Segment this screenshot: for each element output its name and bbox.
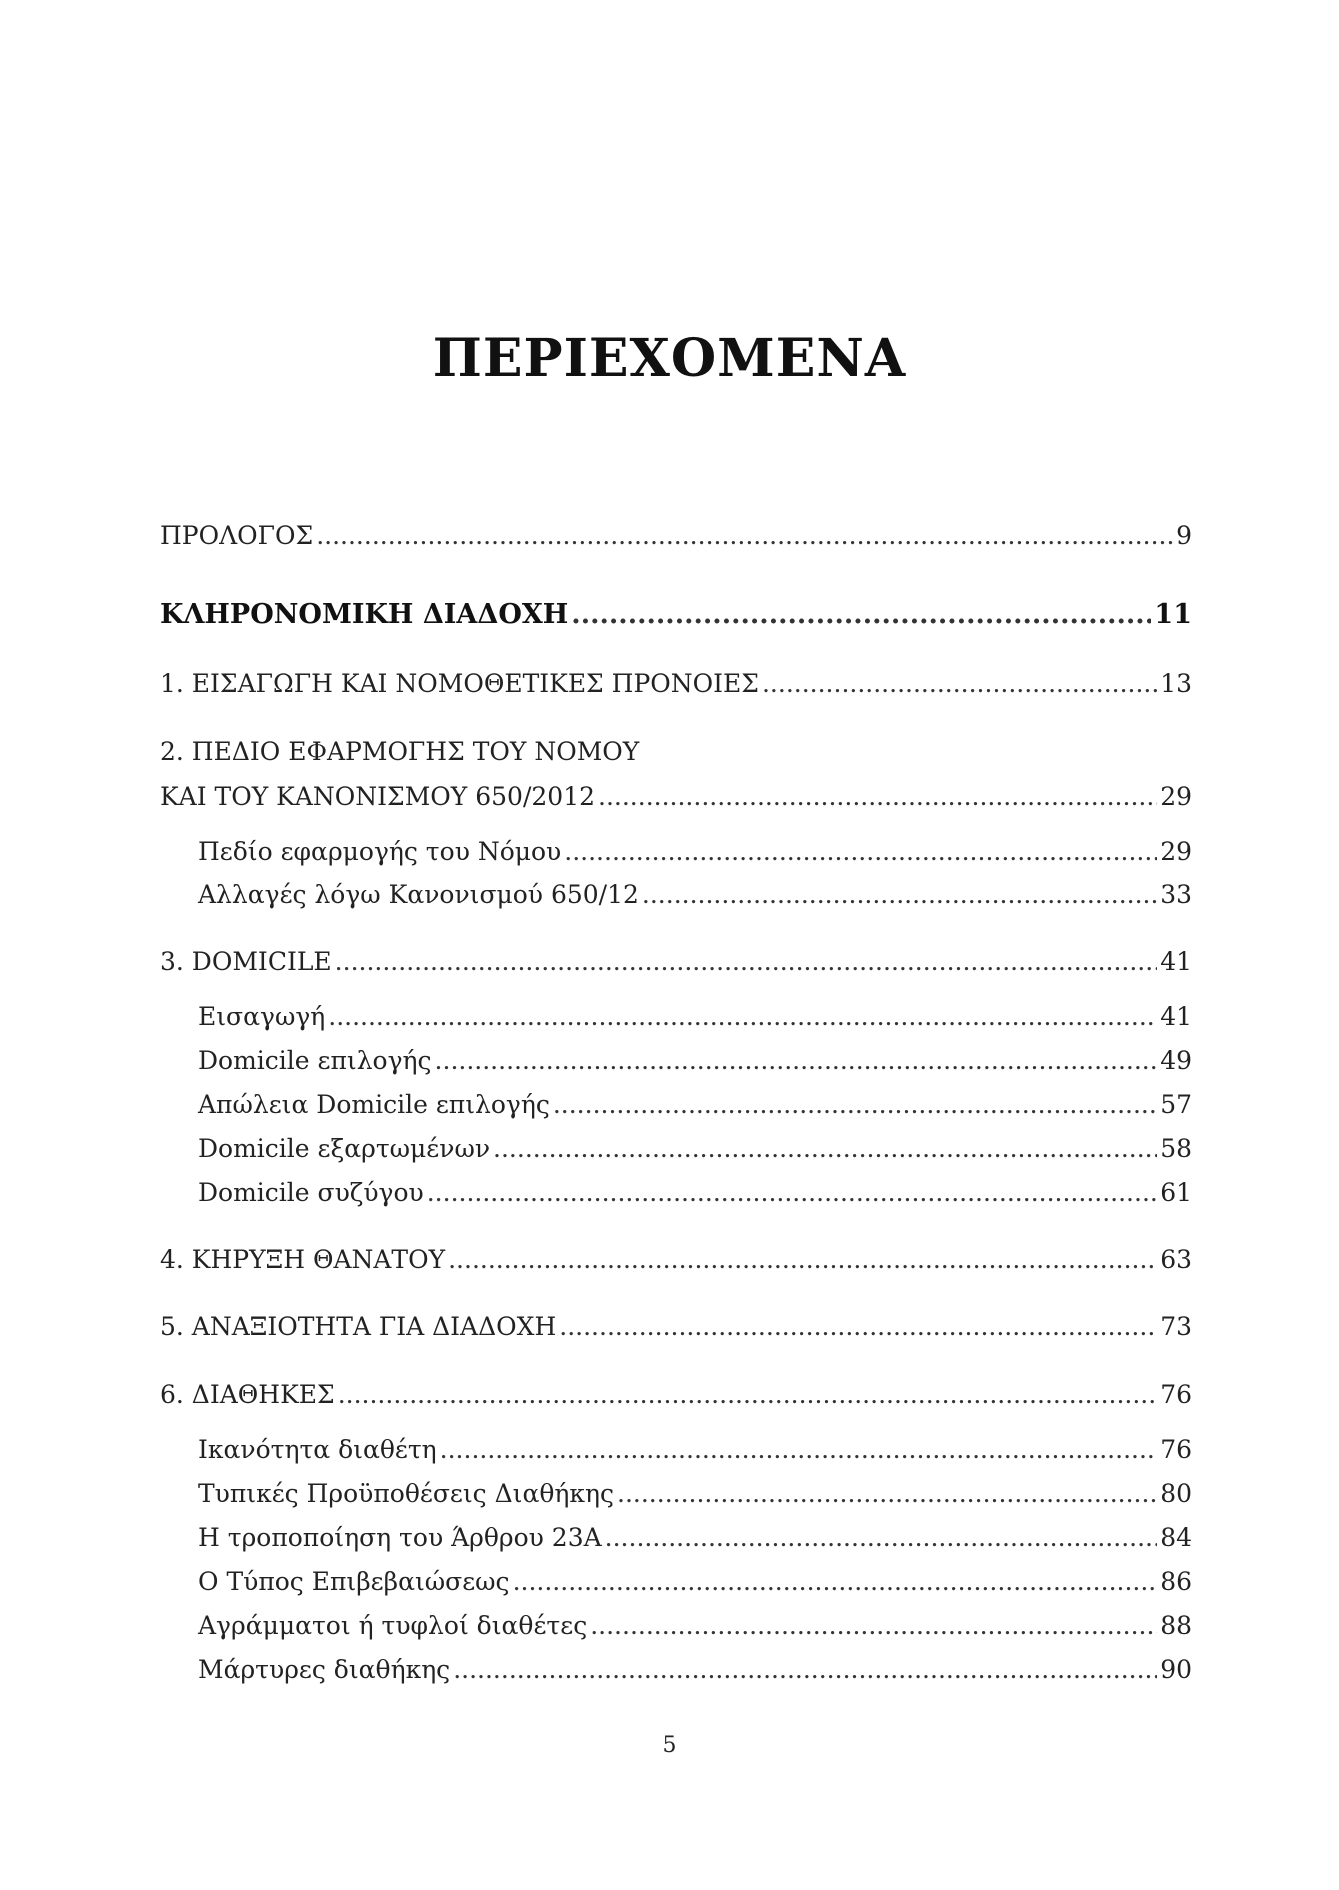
toc-entry-label: Εισαγωγή — [198, 1002, 326, 1031]
toc-entry-page: 57 — [1160, 1090, 1192, 1119]
toc-entry-chapter-2[interactable] — [160, 782, 1192, 812]
toc-entry-label: Αλλαγές λόγω Κανονισμού 650/12 — [198, 880, 639, 909]
toc-entry-label: Domicile εξαρτωμένων — [198, 1134, 491, 1163]
toc-entry-label: 1. ΕΙΣΑΓΩΓΗ ΚΑΙ ΝΟΜΟΘΕΤΙΚΕΣ ΠΡΟΝΟΙΕΣ — [160, 669, 759, 698]
toc-entry-label: Απώλεια Domicile επιλογής — [198, 1090, 550, 1119]
toc-entry-page: 29 — [1160, 782, 1192, 811]
toc-entry-label: ΚΛΗΡΟΝΟΜΙΚΗ ΔΙΑΔΟΧΗ — [160, 599, 569, 630]
toc-entry-page: 33 — [1160, 880, 1192, 909]
dot-leader — [328, 1002, 1157, 1032]
toc-entry-chapter-2-line-1[interactable]: 2. ΠΕΔΙΟ ΕΦΑΡΜΟΓΗΣ ΤΟΥ ΝΟΜΟΥ — [160, 737, 640, 766]
dot-leader — [642, 880, 1157, 910]
toc-entry-prologue[interactable] — [160, 521, 1192, 551]
toc-entry-label: 6. ΔΙΑΘΗΚΕΣ — [160, 1380, 335, 1409]
toc-entry-page: 11 — [1154, 599, 1192, 630]
toc-entry-label: ΠΡΟΛΟΓΟΣ — [160, 521, 314, 550]
dot-leader — [590, 1611, 1157, 1641]
toc-entry-label: Τυπικές Προϋποθέσεις Διαθήκης — [198, 1479, 615, 1508]
dot-leader — [493, 1134, 1157, 1164]
toc-subentry[interactable] — [198, 1655, 1192, 1685]
toc-entry-page: 13 — [1160, 669, 1192, 698]
toc-entry-label: Αγράμματοι ή τυφλοί διαθέτες — [198, 1611, 588, 1640]
dot-leader — [605, 1523, 1158, 1553]
dot-leader — [571, 600, 1151, 630]
toc-entry-label: Ο Τύπος Επιβεβαιώσεως — [198, 1567, 510, 1596]
toc-entry-page: 61 — [1160, 1178, 1192, 1207]
toc-entry-page: 29 — [1160, 837, 1192, 866]
toc-entry-chapter-1[interactable] — [160, 669, 1192, 699]
dot-leader — [427, 1178, 1157, 1208]
toc-entry-page: 80 — [1160, 1479, 1192, 1508]
toc-entry-page: 90 — [1160, 1655, 1192, 1684]
toc-entry-label: Domicile επιλογής — [198, 1046, 432, 1075]
dot-leader — [453, 1655, 1157, 1685]
toc-subentry[interactable] — [198, 837, 1192, 867]
toc-entry-chapter-3[interactable] — [160, 947, 1192, 977]
toc-subentry[interactable] — [198, 1435, 1192, 1465]
toc-entry-label: 4. ΚΗΡΥΞΗ ΘΑΝΑΤΟΥ — [160, 1245, 446, 1274]
toc-entry-label: Ικανότητα διαθέτη — [198, 1435, 437, 1464]
toc-subentry[interactable] — [198, 1523, 1192, 1553]
dot-leader — [338, 1380, 1158, 1410]
dot-leader — [553, 1090, 1157, 1120]
dot-leader — [762, 669, 1157, 699]
toc-entry-page: 86 — [1160, 1567, 1192, 1596]
toc-entry-page: 63 — [1160, 1245, 1192, 1274]
toc-subentry[interactable] — [198, 1046, 1192, 1076]
toc-subentry[interactable] — [198, 880, 1192, 910]
toc-entry-page: 41 — [1160, 1002, 1192, 1031]
page-number: 5 — [662, 1733, 677, 1758]
dot-leader — [564, 837, 1157, 867]
toc-entry-label: Πεδίο εφαρμογής του Νόμου — [198, 837, 562, 866]
toc-entry-label: 5. ΑΝΑΞΙΟΤΗΤΑ ΓΙΑ ΔΙΑΔΟΧΗ — [160, 1312, 557, 1341]
dot-leader — [316, 521, 1173, 551]
toc-entry-page: 58 — [1160, 1134, 1192, 1163]
toc-entry-page: 84 — [1160, 1523, 1192, 1552]
toc-entry-label: Domicile συζύγου — [198, 1178, 424, 1207]
toc-entry-chapter-5[interactable] — [160, 1312, 1192, 1342]
dot-leader — [598, 782, 1157, 812]
toc-subentry[interactable] — [198, 1090, 1192, 1120]
dot-leader — [617, 1479, 1157, 1509]
toc-entry-page: 76 — [1160, 1435, 1192, 1464]
toc-entry-page: 73 — [1160, 1312, 1192, 1341]
toc-entry-page: 76 — [1160, 1380, 1192, 1409]
toc-entry-label: ΚΑΙ ΤΟΥ ΚΑΝΟΝΙΣΜΟΥ 650/2012 — [160, 782, 596, 811]
toc-entry-page: 41 — [1160, 947, 1192, 976]
toc-entry-chapter-6[interactable] — [160, 1380, 1192, 1410]
toc-subentry[interactable] — [198, 1479, 1192, 1509]
toc-subentry[interactable] — [198, 1002, 1192, 1032]
toc-entry-page: 9 — [1176, 521, 1192, 550]
page-title: ΠΕΡΙΕΧΟΜΕΝΑ — [432, 328, 907, 389]
toc-entry-label: Η τροποποίηση του Άρθρου 23Α — [198, 1523, 602, 1552]
dot-leader — [335, 947, 1158, 977]
toc-entry-label: 3. DOMICILE — [160, 947, 332, 976]
dot-leader — [559, 1312, 1157, 1342]
toc-subentry[interactable] — [198, 1611, 1192, 1641]
dot-leader — [513, 1567, 1158, 1597]
toc-subentry[interactable] — [198, 1567, 1192, 1597]
toc-entry-page: 49 — [1160, 1046, 1192, 1075]
dot-leader — [448, 1245, 1157, 1275]
toc-entry-page: 88 — [1160, 1611, 1192, 1640]
toc-subentry[interactable] — [198, 1134, 1192, 1164]
dot-leader — [435, 1046, 1158, 1076]
table-of-contents — [160, 0, 1192, 1890]
toc-subentry[interactable] — [198, 1178, 1192, 1208]
dot-leader — [440, 1435, 1158, 1465]
toc-entry-label: Μάρτυρες διαθήκης — [198, 1655, 451, 1684]
toc-entry-chapter-4[interactable] — [160, 1245, 1192, 1275]
toc-entry-inheritance[interactable] — [160, 600, 1192, 630]
